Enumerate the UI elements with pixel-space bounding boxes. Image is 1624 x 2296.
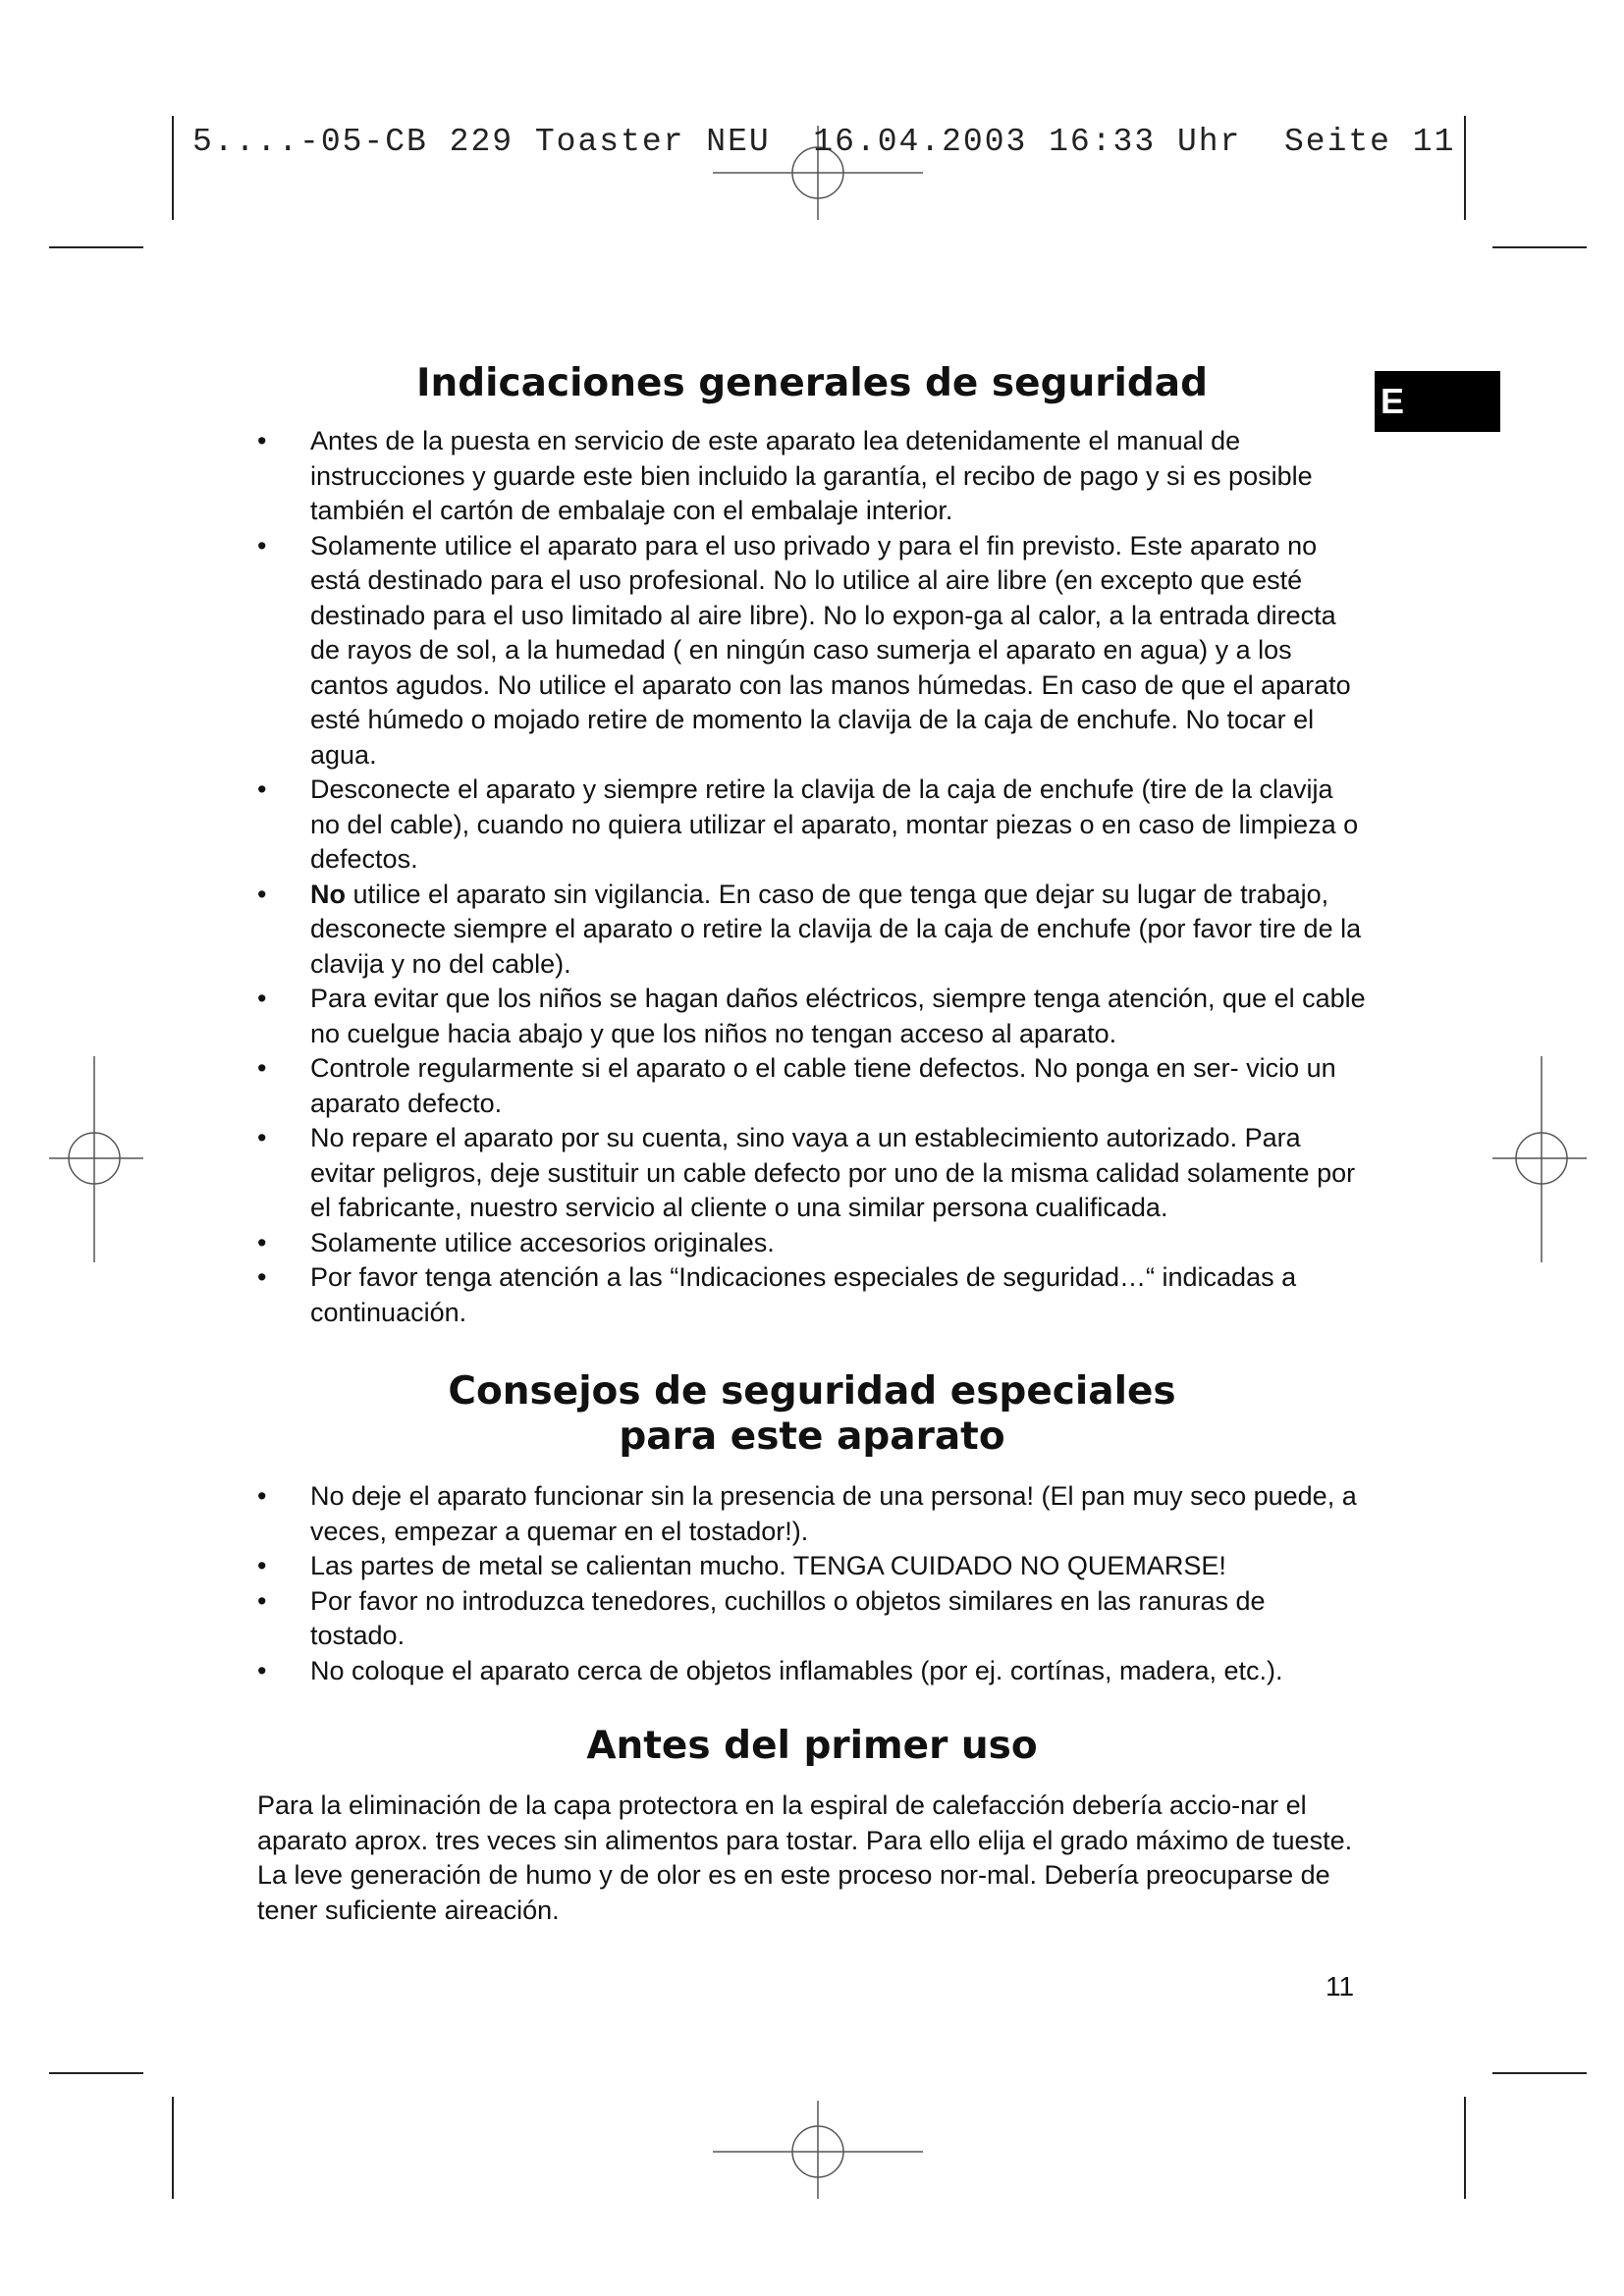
list-item: • No deje el aparato funcionar sin la presencia de una persona! (El pan muy seco puede, a veces, empezar a quemar en el tostador!). <box>257 1481 1357 1546</box>
list-item: • Solamente utilice accesorios originales. <box>257 1227 775 1257</box>
section-title-general-safety: Indicaciones generales de seguridad <box>415 361 1209 405</box>
page-number: 11 <box>1326 1971 1355 2002</box>
item-text: Para evitar que los niños se hagan daños eléctricos, siempre tenga atención, que el cable no cuelgue hacia abajo y que los niños no tengan acceso al aparato. <box>310 984 1366 1048</box>
list-item: • No repare el aparato por su cuenta, sino vaya a un establecimiento autorizado. Para evitar peligros, deje sustituir un cable defecto por uno de la misma calidad solamente por el fabricante, nuestro servicio al cliente o una similar persona cualificada. <box>257 1123 1356 1222</box>
section-title-line-1: Consejos de seguridad especiales <box>448 1369 1176 1414</box>
document-body <box>257 361 1367 1928</box>
print-header: 5....-05-CB 229 Toaster NEU 16.04.2003 16:33 Uhr Seite 11 <box>192 124 1456 160</box>
item-rest: de tostado. <box>310 1585 1266 1650</box>
list-item: • Controle regularmente si el aparato o el cable tiene defectos. No ponga en ser- vicio un aparato defecto. <box>257 1053 1336 1118</box>
item-rest: seco puede, a veces, empezar a quemar en el tostador!). <box>310 1481 1357 1546</box>
item-first-line: Solamente utilice accesorios originales. <box>310 1227 775 1257</box>
first-use-paragraph: Para la eliminación de la capa protectora en la espiral de calefacción debería accio-nar el aparato aprox. tres veces sin alimentos para tostar. Para ello elija el grado máximo de tueste. La leve generación de humo y de olor es en este proceso nor-mal. Debería preocuparse de tener suficiente aireación. <box>257 1790 1353 1925</box>
list-item: • Por favor no introduzca tenedores, cuchillos o objetos similares en las ranuras de tostado. <box>257 1585 1266 1650</box>
special-safety-list <box>257 1479 1367 1688</box>
item-first-line: No repare el aparato por su cuenta, sino vaya a un establecimiento autorizado. <box>310 1123 1238 1152</box>
item-first-line: Controle regularmente si el aparato o el cable tiene defectos. No ponga en ser- <box>310 1053 1239 1083</box>
list-item: • Por favor tenga atención a las “Indicaciones especiales de seguridad…“ indicadas a continuación. <box>257 1262 1297 1327</box>
list-item: • Las partes de metal se calientan mucho. TENGA CUIDADO NO QUEMARSE! <box>257 1551 1226 1580</box>
general-safety-list <box>257 424 1367 1330</box>
item-first-line: Por favor no introduzca tenedores, cuchillos o objetos similares en las ranuras <box>310 1585 1228 1616</box>
item-first-line: No deje el aparato funcionar sin la presencia de una persona! (El pan muy <box>310 1481 1183 1511</box>
item-first-line: Antes de la puesta en servicio de este aparato lea detenidamente el manual de <box>310 426 1241 455</box>
list-item: • Desconecte el aparato y siempre retire la clavija de la caja de enchufe (tire de la clavija no del cable), cuando no quiera utilizar el aparato, montar piezas o en caso de limpieza o defectos. <box>257 774 1359 874</box>
list-item: • Solamente utilice el aparato para el uso privado y para el fin previsto. Este aparato no está destinado para el uso profesional. No lo utilice al aire libre (en excepto que esté destinado para el uso limitado al aire libre). No lo expon-ga al calor, a la entrada directa de rayos de sol, a la humedad ( en ningún caso sumerja el aparato en agua) y a los cantos agudos. No utilice el aparato con las manos húmedas. En caso de que el aparato esté húmedo o mojado retire de momento la clavija de la caja de enchufe. No tocar el agua. <box>257 530 1351 770</box>
language-tab: E <box>1375 371 1500 432</box>
registration-target-left <box>49 1056 143 1262</box>
list-item: • No coloque el aparato cerca de objetos inflamables (por ej. cortínas, madera, etc.). <box>257 1655 1283 1685</box>
section-title-first-use: Antes del primer uso <box>586 1724 1038 1768</box>
item-rest: vicio un aparato defecto. <box>310 1053 1336 1118</box>
item-first-line: Las partes de metal se calientan mucho. TENGA CUIDADO NO QUEMARSE! <box>310 1551 1226 1580</box>
item-first-line: Desconecte el aparato y siempre retire la clavija de la caja de enchufe (tire de <box>310 774 1224 804</box>
list-item: • Antes de la puesta en servicio de este aparato lea detenidamente el manual de instrucciones y guarde este bien incluido la garantía, el recibo de pago y si es posible también el cartón de embalaje con el embalaje interior. <box>257 426 1313 525</box>
item-first-line: Solamente utilice el aparato para el uso privado y para el fin previsto. Este <box>310 530 1183 561</box>
item-text: utilice el aparato sin vigilancia. En caso de que tenga que dejar su lugar de trabajo, desconecte siempre el aparato o retire la clavija de la caja de enchufe (por favor tire de la clavija y no del cable). <box>310 879 1362 979</box>
list-item: • No utilice el aparato sin vigilancia. En caso de que tenga que dejar su lugar de trabajo, desconecte siempre el aparato o retire la clavija de la caja de enchufe (por favor tire de la clavija y no del cable). <box>257 879 1362 979</box>
item-rest: aparato no está destinado para el uso profesional. No lo utilice al aire libre (en excepto que esté destinado para el uso limitado al aire libre). No lo expon-ga al calor, a la entrada directa de rayos de sol, a la humedad ( en ningún caso sumerja el aparato en agua) y a los cantos agudos. No utilice el aparato con las manos húmedas. En caso de que el aparato esté húmedo o mojado retire de momento la clavija de la caja de enchufe. No tocar el agua. <box>310 530 1351 770</box>
item-rest: Para evitar peligros, deje sustituir un cable defecto por uno de la misma calidad solamente por el fabricante, nuestro servicio al cliente o una similar persona cualificada. <box>310 1123 1356 1222</box>
section-title-special-safety <box>257 1369 1367 1460</box>
list-item: • Para evitar que los niños se hagan daños eléctricos, siempre tenga atención, que el cable no cuelgue hacia abajo y que los niños no tengan acceso al aparato. <box>257 984 1366 1048</box>
registration-target-bottom <box>713 2101 923 2199</box>
registration-target-right <box>1492 1056 1587 1262</box>
item-rest: la clavija no del cable), cuando no quiera utilizar el aparato, montar piezas o en caso de limpieza o defectos. <box>310 774 1359 874</box>
section-title-line-2: para este aparato <box>619 1415 1005 1459</box>
item-text: Por favor tenga atención a las “Indicaciones especiales de seguridad…“ indicadas a continuación. <box>310 1262 1297 1327</box>
item-text: No coloque el aparato cerca de objetos inflamables (por ej. cortínas, madera, etc.). <box>310 1655 1283 1685</box>
item-emphasis: No <box>310 879 346 909</box>
item-rest: instrucciones y guarde este bien incluido la garantía, el recibo de pago y si es posible también el cartón de embalaje con el embalaje interior. <box>310 460 1313 525</box>
